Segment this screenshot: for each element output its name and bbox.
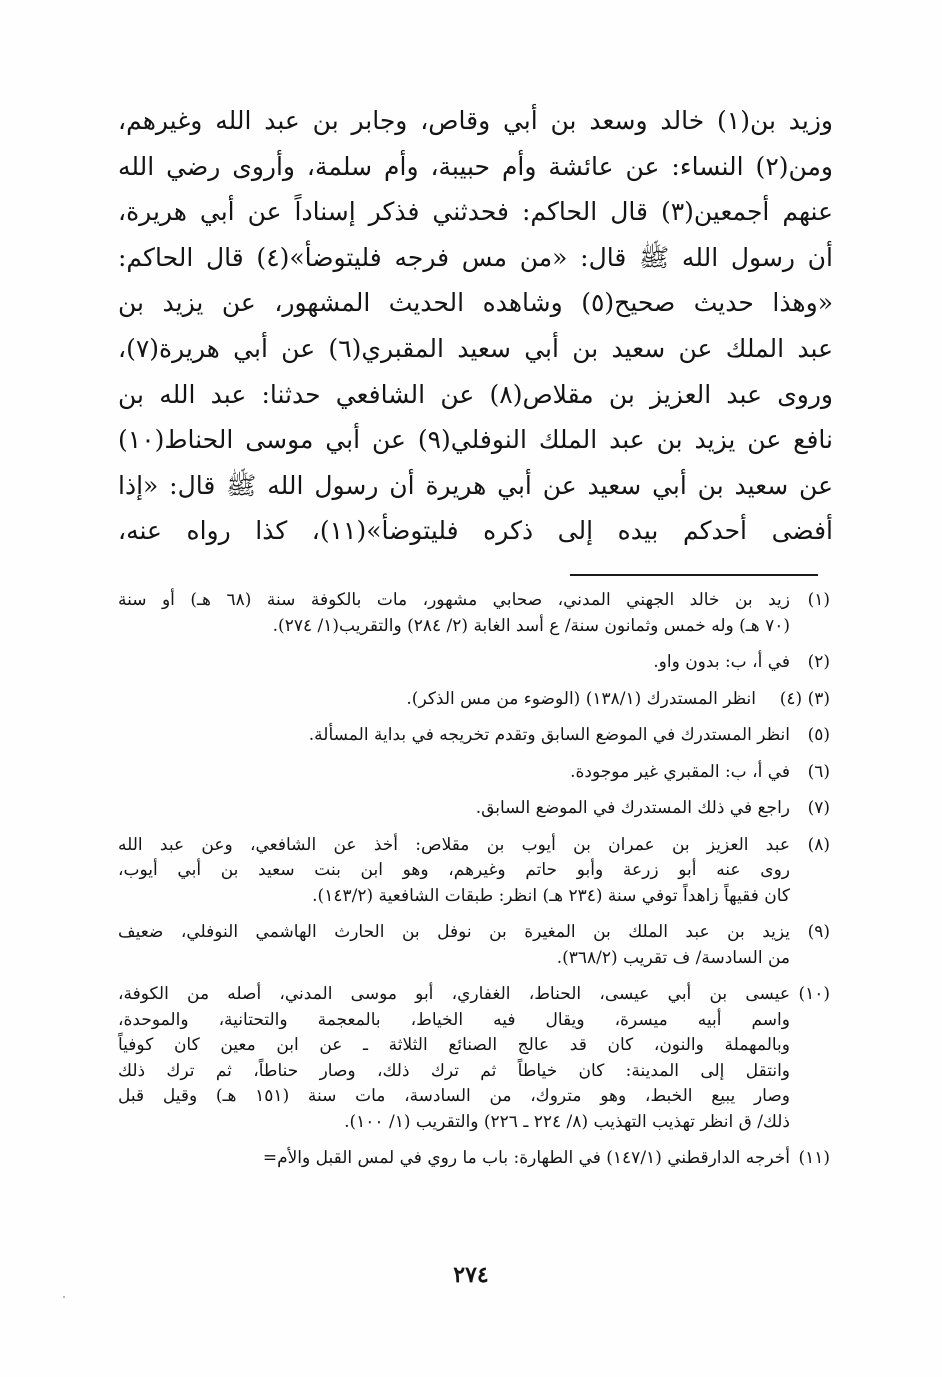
footnote-line: عبد العزيز بن عمران بن أيوب بن مقلاص: أخذ عن الشافعي، وعن عبد الله [118,834,790,855]
page-number: ٢٧٤ [453,1262,489,1288]
scan-speck [63,1296,65,1298]
footnote [118,1146,830,1172]
footnote [118,760,830,786]
footnote-line: واسم أبيه ميسرة، ويقال فيه الخياط، بالمعجمة والتحتانية، والموحدة، [118,1009,790,1030]
footnote-number: (٢) [807,652,830,672]
footnote-line: وصار يبيع الخبط، وهو متروك، من السادسة، مات سنة (١٥١ هـ) وقيل قبل [118,1086,790,1106]
footnotes [118,588,830,1183]
footnote-line: عيسى بن أبي عيسى، الحناط، الغفاري، أبو موسى المدني، أصله من الكوفة، [118,984,790,1004]
footnote-number: (١٠) [798,984,830,1004]
footnote-line: (٧٠ هـ) وله خمس وثمانون سنة/ ع أسد الغابة (٢/ ٢٨٤) والتقريب(١/ ٢٧٤). [272,615,790,636]
footnote-line: كان فقيهاً زاهداً توفي سنة (٢٣٤ هـ) انظر: طبقات الشافعية (١٤٣/٢). [312,885,790,906]
footnote-number: (٧) [807,798,830,818]
footnote [118,723,830,749]
footnote [118,833,830,910]
footnote-line: انظر المستدرك (١٣٨/١) (الوضوء من مس الذكر). [406,688,756,709]
footnote-line: في أ، ب: بدون واو. [653,652,790,672]
main-text-line: نافع عن يزيد بن عبد الملك النوفلي(٩) عن أبي موسى الحناط(١٠) [118,425,833,455]
footnote-line: من السادسة/ ف تقريب (٣٦٨/٢). [556,947,790,968]
main-text-line: عن سعيد بن أبي سعيد عن أبي هريرة أن رسول الله ﷺ قال: «إذا [118,470,833,500]
footnote [118,588,830,639]
footnote-number: (٩) [807,922,830,942]
footnote [118,687,830,713]
main-text-line: أفضى أحدكم بيده إلى ذكره فليتوضأ»(١١)، كذا رواه عنه، [118,516,833,546]
footnote-line: يزيد بن عبد الملك بن المغيرة بن نوفل بن الحارث الهاشمي النوفلي، ضعيف [118,922,790,942]
footnote-separator [570,574,818,576]
main-text-line: وزيد بن(١) خالد وسعد بن أبي وقاص، وجابر بن عبد الله وغيرهم، [118,106,833,135]
footnote [118,796,830,822]
footnote-line: أخرجه الدارقطني (١٤٧/١) في الطهارة: باب ما روي في لمس القبل والأم= [262,1148,790,1168]
main-text-line: وروى عبد العزيز بن مقلاص(٨) عن الشافعي حدثنا: عبد الله بن [118,379,833,409]
footnote-line: انظر المستدرك في الموضع السابق وتقدم تخريجه في بداية المسألة. [308,725,790,745]
footnote [118,982,830,1135]
footnote [118,920,830,971]
footnote-number: (٨) [807,834,830,855]
footnote-line: زيد بن خالد الجهني المدني، صحابي مشهور، مات بالكوفة سنة (٦٨ هـ) أو سنة [118,590,790,610]
footnote-number: (٣) (٤) [779,688,830,709]
main-text-line: أن رسول الله ﷺ قال: «من مس فرجه فليتوضأ»(٤) قال الحاكم: [118,242,833,272]
footnote-line: وبالمهملة والنون، كان قد عالج الصنائع الثلاثة ـ عن ابن معين كان كوفياً [118,1035,790,1055]
footnote-line: في أ، ب: المقبري غير موجودة. [570,761,790,782]
footnote-number: (٦) [807,761,830,782]
footnote-line: روى عنه أبو زرعة وأبو حاتم وغيرهم، وهو ابن بنت سعيد بن أبي أيوب، [118,860,790,880]
footnote-number: (٥) [807,725,830,745]
footnote-number: (١١) [798,1148,830,1168]
main-text-line: عنهم أجمعين(٣) قال الحاكم: فحدثني فذكر إسناداً عن أبي هريرة، [118,197,833,227]
footnote-line: ذلك/ ق انظر تهذيب التهذيب (٨/ ٢٢٤ ـ ٢٢٦) والتقريب (١/ ١٠٠). [344,1111,790,1132]
footnote-line: وانتقل إلى المدينة: كان خياطاً ثم ترك ذلك، وصار حناطاً، ثم ترك ذلك [118,1060,790,1081]
main-text [118,98,833,554]
footnote [118,650,830,676]
main-text-line: عبد الملك عن سعيد بن أبي سعيد المقبري(٦) عن أبي هريرة(٧)، [118,333,833,363]
footnote-line: راجع في ذلك المستدرك في الموضع السابق. [475,798,790,818]
main-text-line: ومن(٢) النساء: عن عائشة وأم حبيبة، وأم سلمة، وأروى رضي الله [118,151,833,181]
main-text-line: «وهذا حديث صحيح(٥) وشاهده الحديث المشهور، عن يزيد بن [118,288,833,318]
footnote-number: (١) [807,590,830,610]
